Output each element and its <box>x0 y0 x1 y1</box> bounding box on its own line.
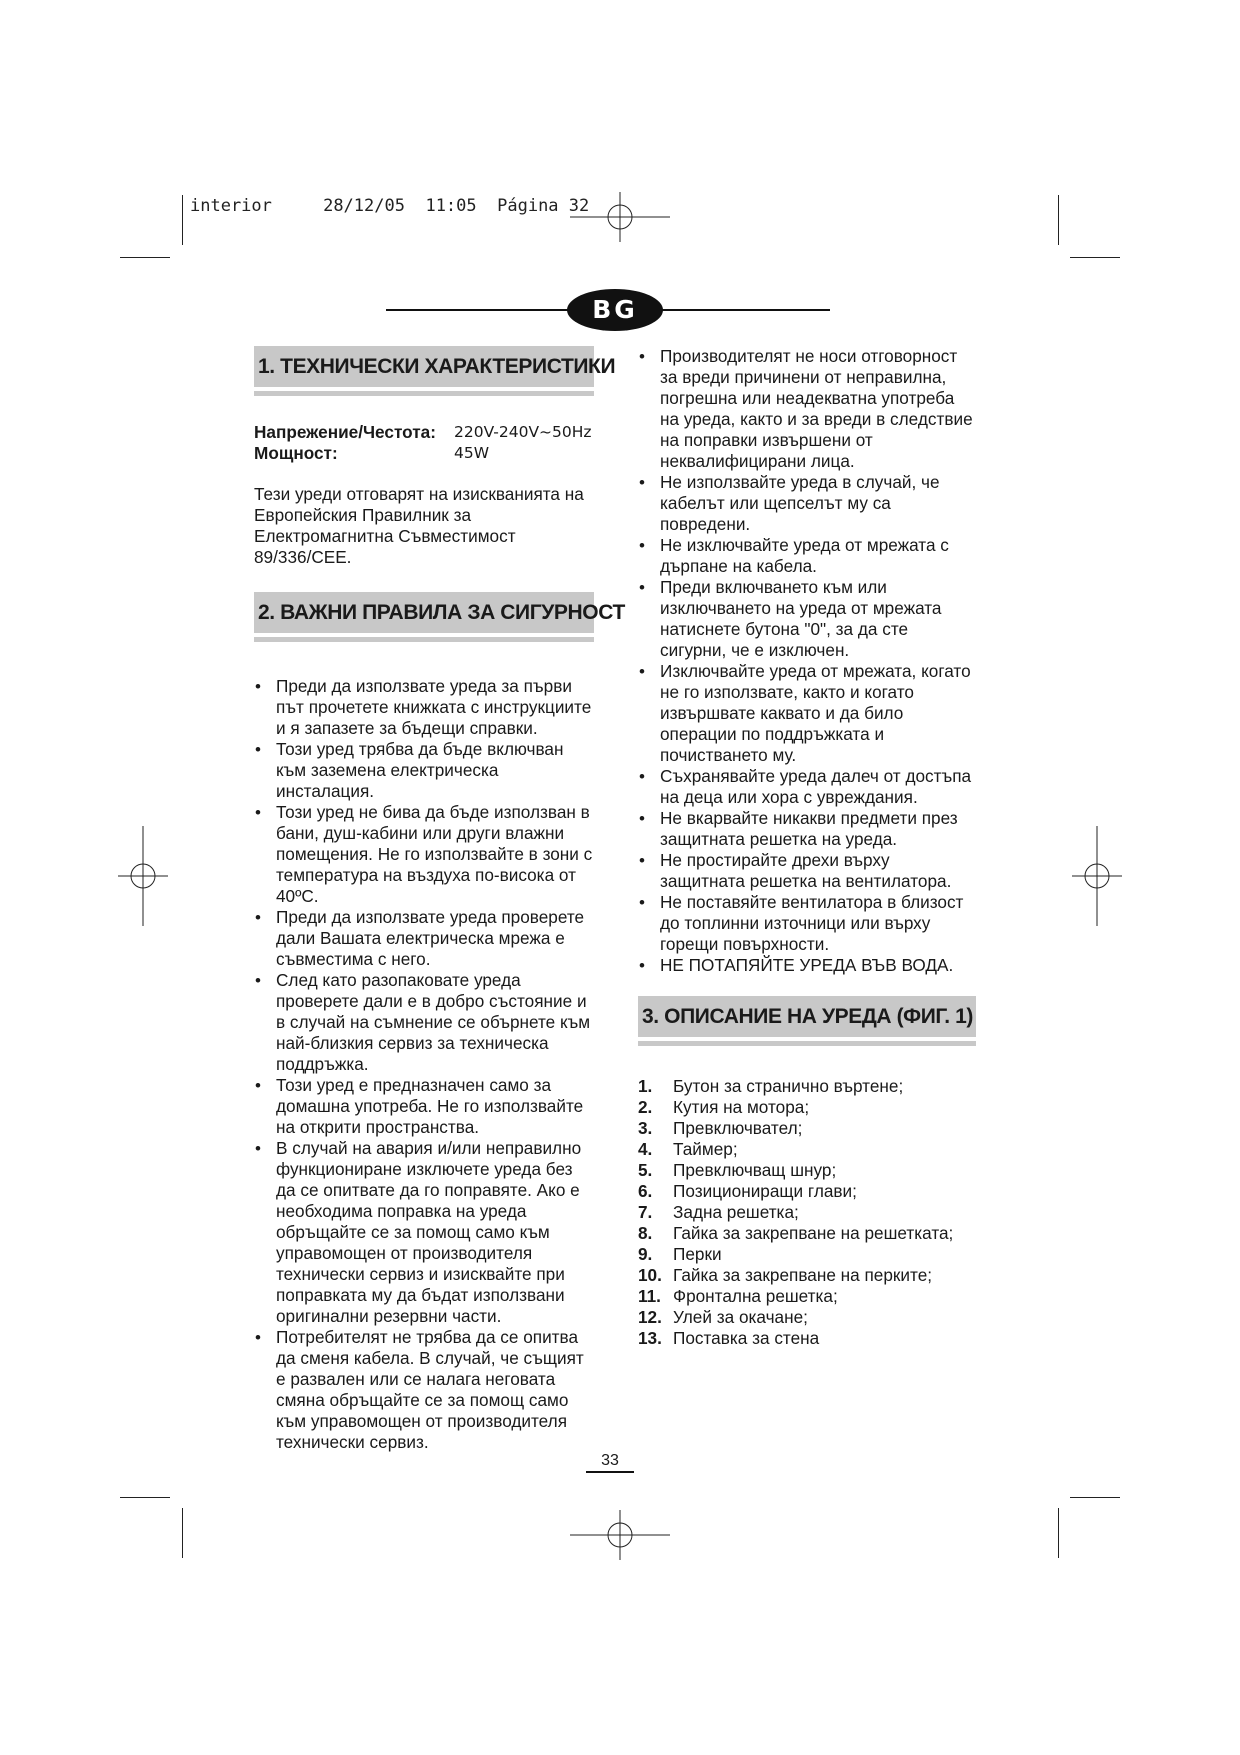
header-rule-right <box>655 309 830 311</box>
part-text: Улей за окачане; <box>673 1307 808 1327</box>
right-column <box>638 346 976 1349</box>
parts-list-item <box>638 1076 976 1097</box>
part-text: Позициониращи глави; <box>673 1181 857 1201</box>
part-number: 13. <box>638 1328 662 1348</box>
list-item: • Производителят не носи отговорност за вреди причинени от неправилна, погрешна или неадекватна употреба на уреда, както и за вреди в следствие на поправки извършени от неквалифицирани лица. <box>638 346 976 472</box>
parts-list-item <box>638 1097 976 1118</box>
crop-mark-bottom-right-horizontal <box>1070 1497 1120 1498</box>
list-item: • Преди да използвате уреда за първи път прочетете книжката с инструкциите и я запазете за бъдещи справки. <box>254 676 594 739</box>
safety-list-left <box>254 676 594 1453</box>
parts-list-item <box>638 1181 976 1202</box>
part-text: Перки <box>673 1244 722 1264</box>
spec-value: 45W <box>454 444 490 462</box>
part-number: 7. <box>638 1202 653 1222</box>
section2-title-underline <box>254 637 594 642</box>
safety-list-right <box>638 346 976 976</box>
printer-slug <box>190 196 589 216</box>
spec-label: Мощност: <box>254 443 338 463</box>
part-text: Превключващ шнур; <box>673 1160 837 1180</box>
list-item: • Преди включването към или изключването на уреда от мрежата натиснете бутона "0", за да сте сигурни, че е изключен. <box>638 577 976 661</box>
crop-mark-top-right-vertical <box>1058 195 1059 245</box>
spec-row-power <box>254 443 594 464</box>
parts-list-item <box>638 1328 976 1349</box>
parts-list-item <box>638 1118 976 1139</box>
slug-page: Página 32 <box>497 196 590 216</box>
list-item: • НЕ ПОТАПЯЙТЕ УРЕДА ВЪВ ВОДА. <box>638 955 976 976</box>
part-text: Гайка за закрепване на решетката; <box>673 1223 954 1243</box>
part-number: 12. <box>638 1307 662 1327</box>
part-text: Кутия на мотора; <box>673 1097 810 1117</box>
section3-title: 3. ОПИСАНИЕ НА УРЕДА (ФИГ. 1) <box>638 996 976 1037</box>
list-item: • Съхранявайте уреда далеч от достъпа на деца или хора с увреждания. <box>638 766 976 808</box>
parts-list <box>638 1076 976 1349</box>
list-item: • Този уред трябва да бъде включван към заземена електрическа инсталация. <box>254 739 594 802</box>
crop-mark-top-left-horizontal <box>120 257 170 258</box>
page-number: 33 <box>586 1452 634 1473</box>
section3 <box>638 996 976 1349</box>
list-item: • Потребителят не трябва да се опитва да сменя кабела. В случай, че същият е развален или се налага неговата смяна обръщайте се за помощ само към упpавомощен от производителя технически сервиз. <box>254 1327 594 1453</box>
section1-title: 1. ТЕХНИЧЕСКИ ХАРАКТЕРИСТИКИ <box>254 346 594 387</box>
section3-title-underline <box>638 1041 976 1046</box>
slug-time: 11:05 <box>425 196 477 216</box>
spec-label: Напрежение/Честота: <box>254 422 436 442</box>
registration-mark-right <box>1072 826 1122 926</box>
section1-title-underline <box>254 391 594 396</box>
list-item: • Не изключвайте уреда от мрежата с дърпане на кабела. <box>638 535 976 577</box>
part-number: 6. <box>638 1181 653 1201</box>
spec-row-voltage <box>254 422 594 443</box>
list-item: • Този уред е предназначен само за домашна употреба. Не го използвайте на открити пространства. <box>254 1075 594 1138</box>
part-text: Превключвател; <box>673 1118 803 1138</box>
part-text: Задна решетка; <box>673 1202 799 1222</box>
slug-date: 28/12/05 <box>323 196 405 216</box>
section2-title: 2. ВАЖНИ ПРАВИЛА ЗА СИГУРНОСТ <box>254 592 594 633</box>
parts-list-item <box>638 1244 976 1265</box>
spec-value: 220V-240V~50Hz <box>454 423 592 441</box>
list-item: • Преди да използвате уреда проверете дали Вашата електрическа мрежа е съвместима с него. <box>254 907 594 970</box>
crop-mark-top-left-vertical <box>182 195 183 245</box>
part-text: Поставка за стена <box>673 1328 820 1348</box>
part-number: 9. <box>638 1244 653 1264</box>
list-item: • Не простирайте дрехи върху защитната решетка на вентилатора. <box>638 850 976 892</box>
parts-list-item <box>638 1139 976 1160</box>
left-column <box>254 346 625 1453</box>
crop-mark-bottom-left-horizontal <box>120 1497 170 1498</box>
part-number: 8. <box>638 1223 653 1243</box>
parts-list-item <box>638 1160 976 1181</box>
registration-mark-bottom <box>570 1510 670 1560</box>
list-item: • В случай на авария и/или неправилно функциониране изключете уреда без да се опитвате да го поправяте. Ако е необходима поправка на уреда обръщайте се за помощ само към упpавомощен от производителя технически сервиз и изисквайте при поправката му да бъдат използвани оригинални резервни части. <box>254 1138 594 1327</box>
parts-list-item <box>638 1202 976 1223</box>
part-number: 2. <box>638 1097 653 1117</box>
list-item: • Не вкарвайте никакви предмети през защитната решетка на уреда. <box>638 808 976 850</box>
list-item: • След като разопаковате уреда проверете дали е в добро състояние и в случай на съмнение се обърнете към най-близкия сервиз за техническа поддръжка. <box>254 970 594 1075</box>
compliance-paragraph: Тези уреди отговарят на изискванията на Европейския Правилник за Електромагнитна Съвместимост 89/336/CEE. <box>254 484 584 567</box>
list-item: • Не поставяйте вентилатора в близост до топлинни източници или върху горещи повърхности. <box>638 892 976 955</box>
list-item: • Изключвайте уреда от мрежата, когато не го използвате, както и когато извършвате каквато и да било операции по поддръжката и почистването му. <box>638 661 976 766</box>
slug-file: interior <box>190 196 272 216</box>
part-text: Гайка за закрепване на перките; <box>673 1265 933 1285</box>
crop-mark-top-right-horizontal <box>1070 257 1120 258</box>
crop-mark-bottom-right-vertical <box>1058 1508 1059 1558</box>
crop-mark-bottom-left-vertical <box>182 1508 183 1558</box>
section1 <box>254 346 616 568</box>
part-number: 1. <box>638 1076 653 1096</box>
spec-table <box>254 422 594 464</box>
language-badge: BG <box>567 289 663 331</box>
registration-mark-left <box>118 826 168 926</box>
part-number: 3. <box>638 1118 653 1138</box>
part-number: 10. <box>638 1265 662 1285</box>
section2 <box>254 592 625 1453</box>
part-number: 5. <box>638 1160 653 1180</box>
part-number: 11. <box>638 1286 661 1306</box>
header-rule-left <box>386 309 576 311</box>
parts-list-item <box>638 1223 976 1244</box>
part-text: Таймер; <box>673 1139 738 1159</box>
part-text: Фронтална решетка; <box>673 1286 838 1306</box>
part-text: Бутон за странично въртене; <box>673 1076 904 1096</box>
list-item: • Този уред не бива да бъде използван в бани, душ-кабини или други влажни помещения. Не го използвайте в зони с температура на въздуха по-висока от 40ºC. <box>254 802 594 907</box>
parts-list-item <box>638 1286 976 1307</box>
part-number: 4. <box>638 1139 653 1159</box>
parts-list-item <box>638 1307 976 1328</box>
parts-list-item <box>638 1265 976 1286</box>
list-item: • Не използвайте уреда в случай, че кабелът или щепселът му са повредени. <box>638 472 976 535</box>
